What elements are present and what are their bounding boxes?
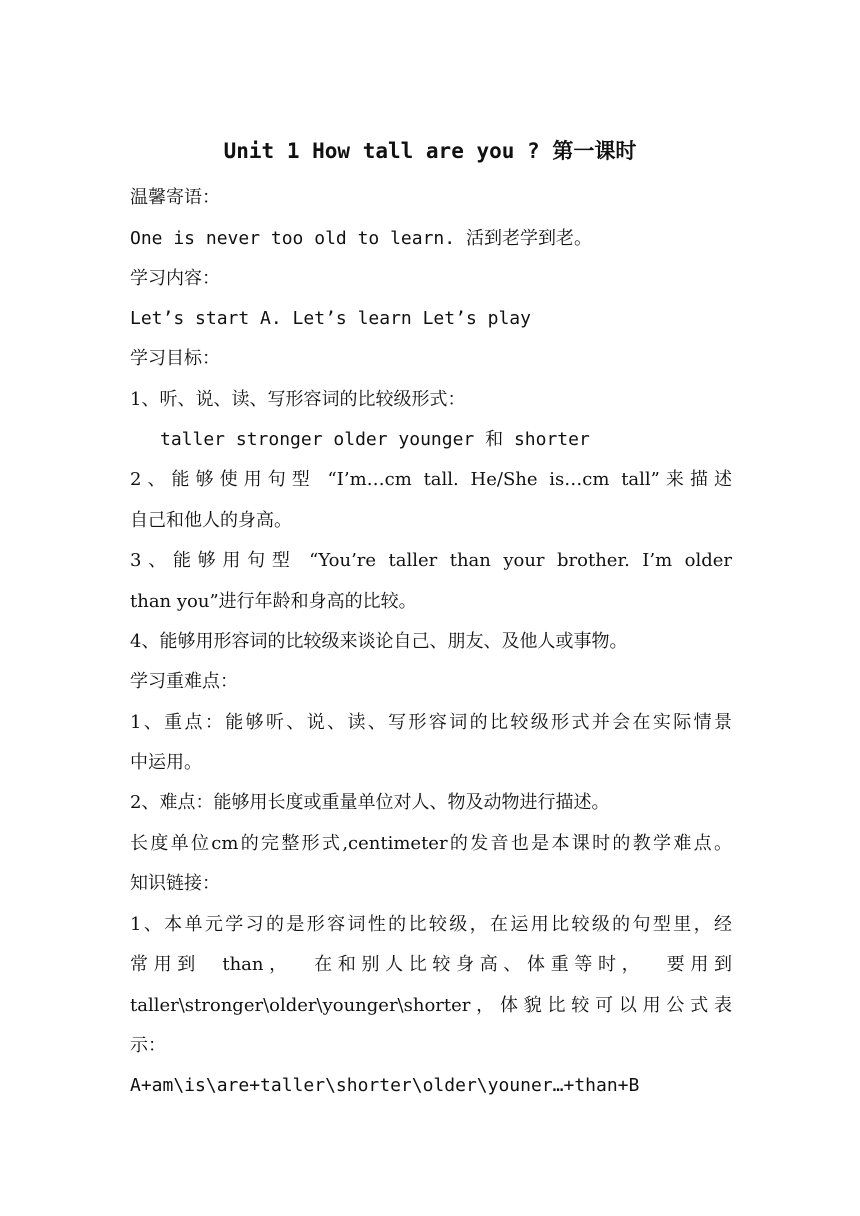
key-point-line-1: 1、重点：能够听、说、读、写形容词的比较级形式并会在实际情景 [130, 712, 732, 733]
document-title: Unit 1 How tall are you ? 第一课时 [223, 139, 637, 163]
knowledge-line-3: taller\stronger\older\younger\shorter，体貌比较可以用公式表 [130, 995, 732, 1016]
heading-warm-words: 温馨寄语： [130, 187, 220, 208]
heading-knowledge-link: 知识链接： [130, 873, 220, 894]
difficult-point: 2、难点：能够用长度或重量单位对人、物及动物进行描述。 [130, 792, 610, 813]
heading-learning-content: 学习内容： [130, 268, 220, 289]
heading-learning-goals: 学习目标： [130, 348, 220, 369]
knowledge-line-2: 常用到 than， 在和别人比较身高、体重等时， 要用到 [130, 954, 732, 975]
knowledge-line-4: 示： [130, 1035, 166, 1056]
goal-2-line-2: 自己和他人的身高。 [130, 510, 292, 531]
goal-4: 4、能够用形容词的比较级来谈论自己、朋友、及他人或事物。 [130, 631, 628, 652]
goal-1-words: taller stronger older younger 和 shorter [160, 429, 590, 450]
formula-line: A+am\is\are+taller\shorter\older\youner…+than+B [130, 1075, 640, 1096]
difficult-point-note: 长度单位cm的完整形式,centimeter的发音也是本课时的教学难点。 [130, 833, 732, 854]
goal-1: 1、听、说、读、写形容词的比较级形式： [130, 389, 466, 410]
goal-3-line-1: 3、能够用句型 “You’re taller than your brother. I’m older [130, 550, 732, 571]
heading-key-points: 学习重难点： [130, 671, 238, 692]
knowledge-line-1: 1、本单元学习的是形容词性的比较级，在运用比较级的句型里，经 [130, 914, 732, 935]
goal-3-line-2: than you”进行年龄和身高的比较。 [130, 591, 417, 612]
content-sections: Let’s start A. Let’s learn Let’s play [130, 308, 531, 329]
key-point-line-2: 中运用。 [130, 752, 202, 773]
motto-line: One is never too old to learn. 活到老学到老。 [130, 228, 592, 249]
goal-2-line-1: 2、能够使用句型 “I’m…cm tall. He/She is…cm tall”来描述 [130, 469, 732, 490]
